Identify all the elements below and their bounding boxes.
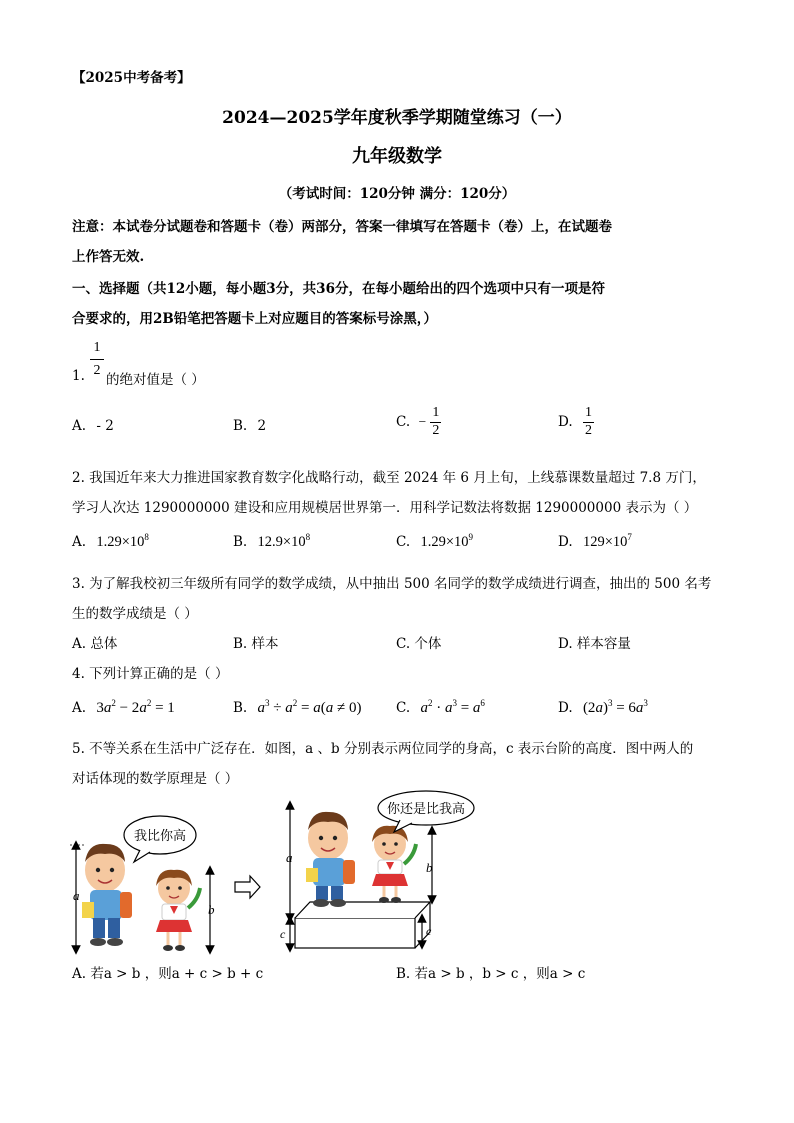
q2-option-d-label: D. [558,533,573,550]
right-label-c2: c [426,924,432,938]
right-label-c: c [280,927,286,941]
q2-option-d-base: 129×10 [582,533,628,550]
q2-option-d-exp: 7 [627,532,632,542]
q1-option-a-label: A. [72,418,87,434]
q4-option-a-label: A. [72,700,87,716]
q5-line-2: 对话体现的数学原理是（ ） [72,771,239,787]
q4-option-d [558,698,648,717]
q1-frac-bar [90,359,104,360]
left-label-b: b [208,902,215,917]
bubble-right-text: 你还是比我高 [386,802,466,817]
q1-option-b-value: 2 [257,418,267,434]
q2-option-c-label: C. [396,533,411,550]
q2-line-1: 2. 我国近年来大力推进国家教育数字化战略行动，截至 2024 年 6 月上旬，上线慕课数量超过 7.8 万门， [72,470,706,486]
right-label-b: b [426,860,433,875]
q2-option-a-label: A. [72,533,87,550]
q4-option-c-label: C. [396,700,411,716]
q4-option-b-expr: $a^3 \div a^2 = a(a \ne 0)$ [257,698,362,716]
q5-line-1: 5. 不等关系在生活中广泛存在．如图，a 、b 分别表示两位同学的身高，c 表示台阶的高度．图中两人的 [72,741,694,757]
bubble-left-text: 我比你高 [133,829,187,844]
q1-option-d-label: D. [558,414,573,431]
q1-option-d-num: 1 [583,406,594,423]
section-heading-line-2: 合要求的，用2B铅笔把答题卡上对应题目的答案标号涂黑，） [72,311,438,327]
q1-frac-den: 2 [93,363,101,378]
q4-option-d-expr: $(2a)^3 = 6a^3$ [582,698,648,716]
q1-number: 1. [72,368,85,384]
q2-line-2: 学习人次达 1290000000 建设和应用规模居世界第一．用科学记数法将数据 1290000000 表示为（ ） [72,500,698,516]
q4-stem: 4. 下列计算正确的是（ ） [72,666,229,682]
q1-option-c-num: 1 [430,406,441,423]
boy-left [82,844,132,946]
q1-option-a-value: - 2 [96,418,114,434]
q2-option-b [233,532,310,551]
exam-tag: 【2025中考备考】 [72,70,191,86]
q1-option-b [233,418,266,434]
boy-right [306,812,355,907]
q2-option-b-label: B. [233,533,248,550]
q3-option-d: D. 样本容量 [558,636,631,652]
q4-option-a-expr: $3a^2 - 2a^2 = 1$ [96,698,175,716]
left-label-a: a [73,888,80,903]
q1-option-d-den: 2 [584,422,592,438]
q2-option-c-base: 1.29×10 [420,533,469,550]
q1-option-c-label: C. [396,414,411,431]
q3-option-c: C. 个体 [396,636,442,652]
q2-option-c-exp: 9 [468,532,473,542]
q3-line-2: 生的数学成绩是（ ） [72,606,198,622]
q3-option-a: A. 总体 [72,636,118,652]
q5-illustration [60,790,480,960]
q2-option-c-expr [420,534,473,550]
q4-option-d-label: D. [558,700,573,716]
exam-info: （考试时间：120分钟 满分：120分） [278,186,516,202]
q4-option-b-label: B. [233,700,248,716]
q1-option-d-fraction [583,406,594,438]
right-label-a: a [286,850,293,865]
exam-title: 2024—2025学年度秋季学期随堂练习（一） [222,108,572,128]
q4-option-b [233,698,361,717]
q2-option-b-base: 12.9×10 [257,533,306,550]
q5-option-a: A. 若a > b ，则a + c > b + c [72,966,264,982]
q1-option-c-den: 2 [432,422,440,438]
q2-option-a-exp: 8 [144,532,149,542]
q2-option-d-expr [583,534,632,550]
q1-option-d [558,406,594,438]
q2-option-d [558,532,632,551]
girl-right [372,826,416,903]
q2-option-c [396,532,473,551]
q3-option-b: B. 样本 [233,636,279,652]
q1-option-a [72,418,114,434]
q1-stem: 的绝对值是（ ） [106,372,205,388]
notice-line-2: 上作答无效. [72,249,145,265]
q5-option-b: B. 若a > b ，b > c ，则a > c [396,966,586,982]
q1-option-c-fraction [430,406,441,438]
q4-option-a [72,698,175,717]
q1-option-c-sign: − [418,414,427,430]
notice-line-1: 注意：本试卷分试题卷和答题卡（卷）两部分，答案一律填写在答题卡（卷）上，在试题卷 [72,219,612,235]
subject-title: 九年级数学 [352,146,442,167]
girl-left [156,870,200,951]
q1-option-b-label: B. [233,418,248,434]
transition-arrow-icon [235,876,260,898]
q2-option-a-base: 1.29×10 [96,533,145,550]
q2-option-a [72,532,149,551]
section-heading-line-1: 一、选择题（共12小题，每小题3分，共36分，在每小题给出的四个选项中只有一项是符 [72,281,605,297]
q2-option-b-expr [258,534,311,550]
q3-line-1: 3. 为了解我校初三年级所有同学的数学成绩，从中抽出 500 名同学的数学成绩进行调查，抽出的 500 名考 [72,576,712,592]
step-box [295,902,430,948]
q1-option-c [396,406,441,438]
q2-option-a-expr [96,534,149,550]
q1-fraction [90,340,104,379]
q2-option-b-exp: 8 [305,532,311,542]
q4-option-c [396,698,485,717]
q4-option-c-expr: $a^2 \cdot a^3 = a^6$ [420,698,485,716]
q1-frac-num: 1 [93,340,101,355]
